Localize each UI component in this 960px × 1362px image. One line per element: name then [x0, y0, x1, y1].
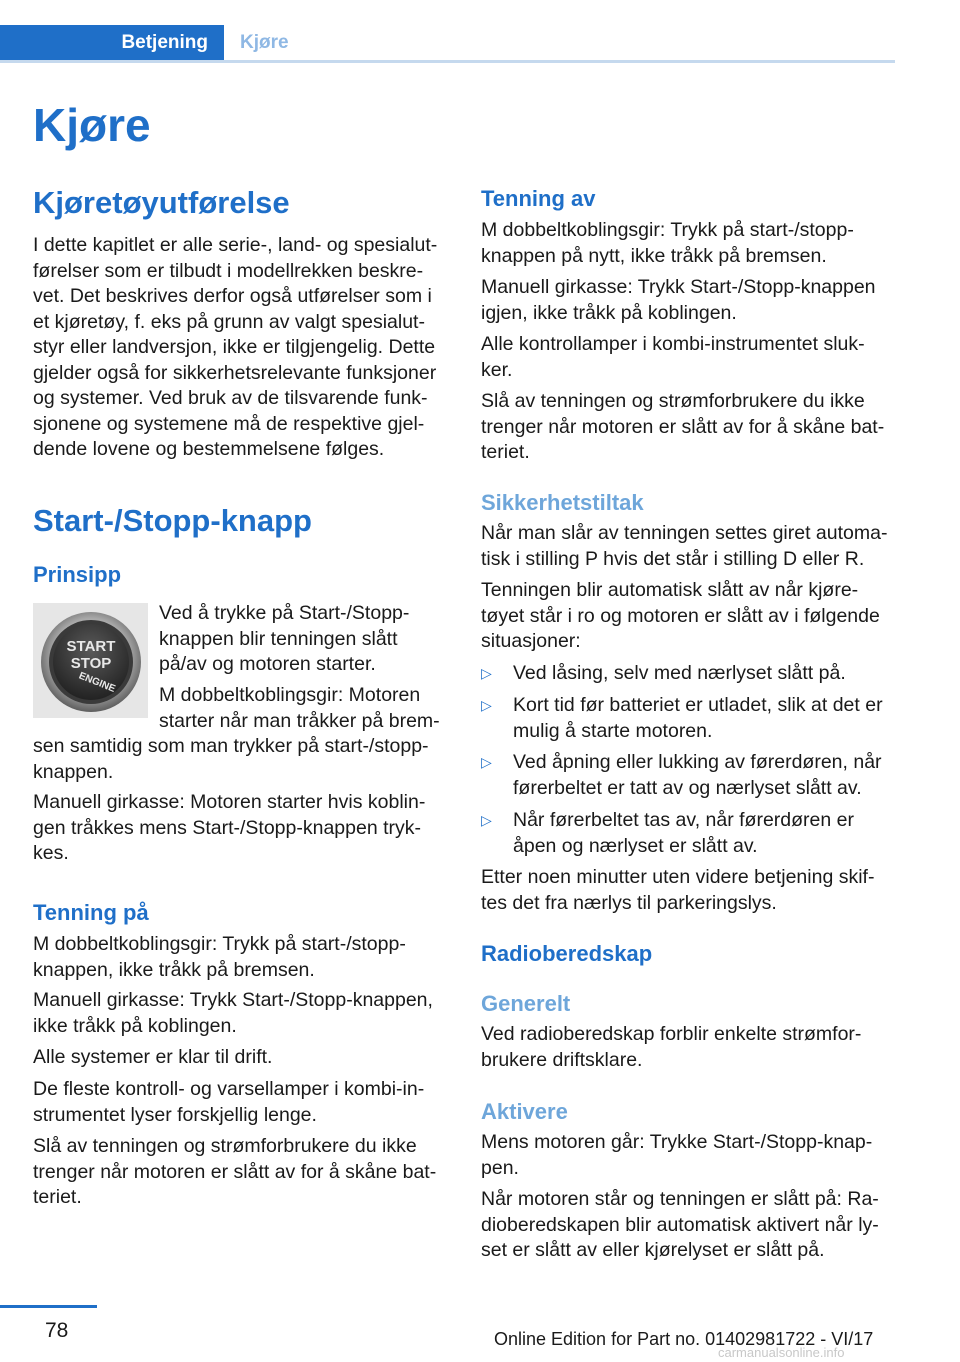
- text-line: og systemer. Ved bruk av de tilsvarende funk-: [33, 387, 428, 409]
- button-label-top: START: [66, 638, 116, 655]
- text-line: knappen på nytt, ikke tråkk på bremsen.: [481, 244, 827, 267]
- text-line: mulig å starte motoren.: [513, 719, 713, 742]
- text-line: M dobbeltkoblingsgir: Trykk på start-/stopp-: [481, 219, 854, 241]
- tab-kjore[interactable]: Kjøre: [240, 32, 289, 53]
- section-title-kjoretoyutforelse: Kjøretøyutførelse: [33, 185, 290, 220]
- list-item-text: [513, 750, 895, 801]
- paragraph-aktivere-2: [481, 1187, 896, 1264]
- paragraph-tenning-av-4: [481, 389, 896, 466]
- subsection-title-tenning-av: Tenning av: [481, 186, 596, 211]
- text-line: M dobbeltkoblingsgir: Trykk på start-/stopp-: [33, 933, 406, 955]
- text-line: styr eller landversjon, ikke er tilgjengelig. Dette: [33, 336, 436, 358]
- text-line: knappen, ikke tråkk på bremsen.: [33, 958, 315, 981]
- text-line: Tenningen blir automatisk slått av når kjøre-: [481, 579, 859, 601]
- text-line: Kort tid før batteriet er utladet, slik at det er: [513, 694, 883, 716]
- text-line: Ved åpning eller lukking av førerdøren, når: [513, 751, 882, 773]
- text-line: dende lovene og bestemmelsene følges.: [33, 438, 385, 460]
- paragraph-kjoretoyutforelse: [33, 233, 448, 463]
- text-line: Slå av tenningen og strømforbrukere du ikke: [33, 1135, 417, 1157]
- watermark: carmanualsonline.info: [718, 1345, 845, 1360]
- paragraph-tenning-av-1: [481, 218, 896, 269]
- list-item: [481, 750, 896, 802]
- text-line: et kjøretøy, f. eks på grunn av valgt spesialut-: [33, 310, 425, 333]
- text-line: strumentet lyser forskjellig lenge.: [33, 1103, 317, 1126]
- list-item-text: [513, 808, 895, 859]
- text-line: vet. Det beskrives derfor også utførelser som i: [33, 285, 432, 307]
- text-line: førerbeltet er tatt av og nærlyset slått av.: [513, 776, 862, 799]
- triangle-bullet-icon: ▷: [481, 812, 492, 828]
- text-line: Manuell girkasse: Trykk Start-/Stopp-knappen: [481, 276, 876, 298]
- paragraph-prinsipp-2b: [33, 734, 448, 785]
- paragraph-aktivere-1: [481, 1130, 896, 1181]
- triangle-bullet-icon: ▷: [481, 665, 492, 681]
- paragraph-prinsipp-1: [159, 601, 449, 678]
- text-line: Ved å trykke på Start-/Stopp-: [159, 602, 410, 624]
- edition-text: Online Edition for Part no. 01402981722 - VI/17: [494, 1329, 874, 1349]
- text-line: Når man slår av tenningen settes giret automa-: [481, 522, 888, 544]
- text-line: sjonene og systemene må de respektive gjel-: [33, 412, 425, 435]
- text-line: Alle kontrollamper i kombi-instrumentet sluk-: [481, 333, 865, 355]
- paragraph-tenning-av-2: [481, 275, 896, 326]
- text-line: kes.: [33, 842, 69, 864]
- text-line: teriet.: [33, 1186, 82, 1208]
- header-rule: [0, 60, 895, 63]
- text-line: førelser som er tilbudt i modellrekken beskre-: [33, 259, 424, 282]
- start-stop-button-image: [33, 603, 148, 718]
- page-title: Kjøre: [33, 99, 151, 151]
- subsection-title-tenning-pa: Tenning på: [33, 900, 149, 925]
- paragraph-sikkerhet-1: [481, 521, 896, 572]
- text-line: gjelder også for sikkerhetsrelevante funksjoner: [33, 361, 437, 384]
- text-line: brukere driftsklare.: [481, 1048, 643, 1071]
- text-line: dioberedskapen blir automatisk aktivert når ly-: [481, 1213, 879, 1236]
- text-line: Når førerbeltet tas av, når førerdøren er: [513, 809, 854, 831]
- tab-betjening[interactable]: Betjening: [0, 25, 224, 63]
- text-line: Ved låsing, selv med nærlyset slått på.: [513, 662, 846, 684]
- paragraph-prinsipp-3: [33, 790, 448, 867]
- list-item-text: [513, 661, 895, 687]
- paragraph-tenning-av-3: [481, 332, 896, 383]
- start-stop-engine-icon: [33, 603, 148, 718]
- text-line: Slå av tenningen og strømforbrukere du ikke: [481, 390, 865, 412]
- subsection-title-generelt: Generelt: [481, 991, 571, 1016]
- paragraph-sikkerhet-3: [481, 865, 896, 916]
- paragraph-tenning-pa-3: [33, 1045, 448, 1071]
- text-line: De fleste kontroll- og varsellamper i kombi-in-: [33, 1078, 425, 1100]
- text-line: starter når man tråkker på brem-: [159, 709, 440, 732]
- section-title-radioberedskap: Radioberedskap: [481, 941, 653, 966]
- subsection-title-prinsipp: Prinsipp: [33, 562, 122, 587]
- text-line: sen samtidig som man trykker på start-/stopp-: [33, 735, 429, 757]
- text-line: igjen, ikke tråkk på koblingen.: [481, 301, 737, 324]
- text-line: knappen.: [33, 760, 114, 783]
- text-line: pen.: [481, 1156, 519, 1179]
- paragraph-sikkerhet-2: [481, 578, 896, 655]
- paragraph-tenning-pa-5: [33, 1134, 448, 1211]
- text-line: Manuell girkasse: Motoren starter hvis koblin-: [33, 791, 426, 813]
- text-line: trenger når motoren er slått av for å skåne bat-: [481, 415, 885, 438]
- text-line: Når motoren står og tenningen er slått på: Ra-: [481, 1188, 879, 1210]
- text-line: teriet.: [481, 441, 530, 463]
- text-line: trenger når motoren er slått av for å skåne bat-: [33, 1160, 437, 1183]
- list-item: [481, 661, 896, 687]
- text-line: tes det fra nærlys til parkeringslys.: [481, 891, 777, 914]
- section-title-start-stopp: Start-/Stopp-knapp: [33, 503, 312, 538]
- list-item-text: [513, 693, 895, 744]
- text-line: Alle systemer er klar til drift.: [33, 1046, 273, 1068]
- paragraph-generelt-1: [481, 1022, 896, 1073]
- subsection-title-sikkerhetstiltak: Sikkerhetstiltak: [481, 490, 644, 515]
- text-line: tøyet står i ro og motoren er slått av i følgende: [481, 604, 880, 627]
- button-label-mid: STOP: [70, 655, 112, 672]
- list-item: [481, 808, 896, 860]
- button-label-bottom: ENGINE: [77, 670, 117, 695]
- triangle-bullet-icon: ▷: [481, 697, 492, 713]
- text-line: situasjoner:: [481, 630, 581, 652]
- chapter-header: [0, 25, 895, 63]
- text-line: Etter noen minutter uten videre betjening skif-: [481, 866, 875, 888]
- text-line: ker.: [481, 358, 513, 381]
- text-line: tisk i stilling P hvis det står i stilling D eller R.: [481, 547, 865, 570]
- page-number: 78: [45, 1319, 69, 1342]
- text-line: M dobbeltkoblingsgir: Motoren: [159, 684, 421, 706]
- text-line: åpen og nærlyset er slått av.: [513, 834, 758, 857]
- text-line: I dette kapitlet er alle serie-, land- og spesialut-: [33, 234, 438, 256]
- subsection-title-aktivere: Aktivere: [481, 1099, 568, 1124]
- text-line: Ved radioberedskap forblir enkelte strømfor-: [481, 1023, 862, 1045]
- paragraph-tenning-pa-4: [33, 1077, 448, 1128]
- paragraph-tenning-pa-1: [33, 932, 448, 983]
- text-line: Manuell girkasse: Trykk Start-/Stopp-knappen,: [33, 989, 433, 1011]
- paragraph-tenning-pa-2: [33, 988, 448, 1039]
- text-line: set er slått av eller kjørelyset er slått på.: [481, 1239, 825, 1261]
- paragraph-prinsipp-2a: [159, 683, 449, 734]
- text-line: Mens motoren går: Trykke Start-/Stopp-knap-: [481, 1131, 873, 1153]
- footer-rule: [0, 1305, 97, 1308]
- text-line: på/av og motoren starter.: [159, 653, 376, 675]
- text-line: gen tråkkes mens Start-/Stopp-knappen tryk-: [33, 816, 422, 839]
- list-item: [481, 693, 896, 745]
- triangle-bullet-icon: ▷: [481, 754, 492, 770]
- text-line: ikke tråkk på koblingen.: [33, 1014, 237, 1037]
- text-line: knappen blir tenningen slått: [159, 627, 398, 650]
